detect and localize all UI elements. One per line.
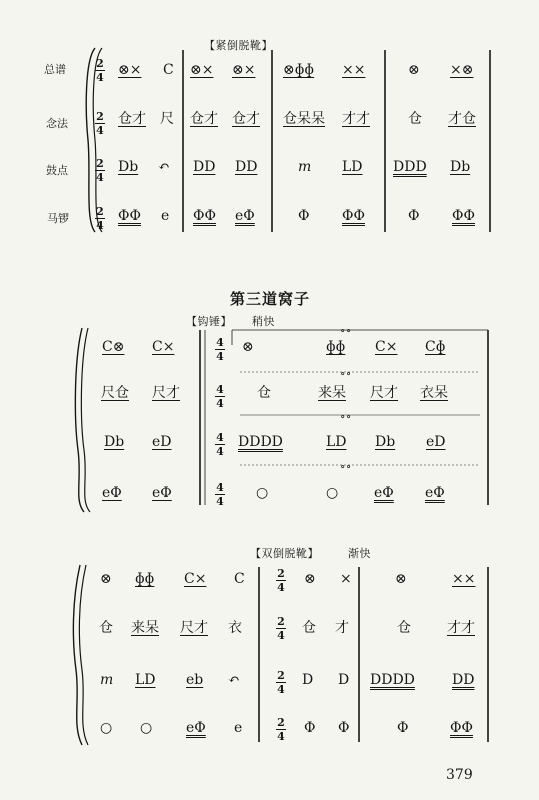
note: LD <box>135 672 156 688</box>
note: Db <box>375 434 396 450</box>
time-signature: 4 4 <box>216 336 224 363</box>
note: ΦΦ <box>193 208 216 224</box>
note: C <box>163 62 174 78</box>
section1-annotation: 【紧倒脱靴】 <box>204 39 273 52</box>
note: Db <box>104 434 125 450</box>
note: Cɸ <box>425 339 446 355</box>
note: eD <box>152 434 172 450</box>
row-label-gong: 马锣 <box>47 212 69 225</box>
note: ΦΦ <box>452 208 475 224</box>
note: 仓 <box>302 620 316 636</box>
note: 衣 <box>228 620 242 636</box>
note: ↶ <box>158 159 170 175</box>
note: LD <box>326 434 347 450</box>
row-label-drum: 鼓点 <box>46 164 68 177</box>
note: D <box>338 672 350 688</box>
note: ×× <box>342 62 366 78</box>
note: C× <box>375 339 398 355</box>
time-signature: 2 4 <box>277 716 285 743</box>
note: 来呆 <box>318 385 346 401</box>
note: ΦΦ <box>118 208 141 224</box>
note: eb <box>186 672 204 688</box>
note: ⊗ <box>242 339 254 355</box>
note: 才 <box>335 620 349 636</box>
note: 仓 <box>397 620 411 636</box>
section3-tempo: 渐快 <box>348 547 371 560</box>
time-signature: 2 4 <box>277 669 285 696</box>
row-label-score: 总谱 <box>44 63 66 76</box>
note: ×⊗ <box>450 62 474 78</box>
row-label-recitation: 念法 <box>46 117 68 130</box>
note: 尺 <box>160 111 174 127</box>
note: 才才 <box>342 111 370 127</box>
note: 才才 <box>447 620 475 636</box>
note: eΦ <box>425 485 445 501</box>
page-number: 379 <box>446 767 473 783</box>
section-title: 第三道窝子 <box>230 290 311 308</box>
note: Φ <box>397 720 409 736</box>
circle-marks: ∘∘ <box>340 324 352 337</box>
circle-marks: ∘∘ <box>340 410 352 423</box>
note: 仓才 <box>190 111 218 127</box>
note: 尺仓 <box>101 385 129 401</box>
note: ○ <box>140 720 153 736</box>
note: ⊗ <box>408 62 420 78</box>
note: 仓呆呆 <box>283 111 325 127</box>
note: ○ <box>256 485 269 501</box>
note: DDD <box>393 159 427 175</box>
note: 仓才 <box>232 111 260 127</box>
time-signature: 4 4 <box>216 481 224 508</box>
note: eΦ <box>152 485 172 501</box>
note: ↶ <box>228 672 240 688</box>
note: LD <box>342 159 363 175</box>
section2-annotation: 【钩锤】 <box>186 315 232 328</box>
note: e <box>234 720 243 736</box>
note: C⊗ <box>102 339 125 355</box>
note: 仓 <box>99 620 113 636</box>
note: ⊗ <box>100 571 112 587</box>
note: DD <box>235 159 258 175</box>
note: C× <box>184 571 207 587</box>
note: ⊗ɸɸ <box>283 62 315 78</box>
note: DDDD <box>238 434 283 450</box>
circle-marks: ∘∘ <box>340 367 352 380</box>
note: 尺才 <box>180 620 208 636</box>
note: Db <box>450 159 471 175</box>
time-signature: 4 4 <box>216 431 224 458</box>
note: 仓 <box>408 111 422 127</box>
note: ⊗× <box>118 62 142 78</box>
note: eD <box>426 434 446 450</box>
note: DD <box>452 672 475 688</box>
note: eΦ <box>235 208 255 224</box>
time-signature: 2 4 <box>277 567 285 594</box>
note: m <box>100 672 114 688</box>
note: 才仓 <box>448 111 476 127</box>
note: ○ <box>100 720 113 736</box>
note: ⊗ <box>304 571 316 587</box>
note: Φ <box>338 720 350 736</box>
note: ⊗ <box>395 571 407 587</box>
note: m <box>298 159 312 175</box>
time-signature: 2 4 <box>277 615 285 642</box>
time-signature: 2 4 <box>96 57 104 84</box>
note: eΦ <box>374 485 394 501</box>
note: 仓 <box>257 385 271 401</box>
section3-annotation: 【双倒脱靴】 <box>250 547 319 560</box>
time-signature: 4 4 <box>216 383 224 410</box>
note: Φ <box>408 208 420 224</box>
note: C <box>234 571 245 587</box>
note: 来呆 <box>131 620 159 636</box>
note: ⊗× <box>190 62 214 78</box>
note: 尺才 <box>370 385 398 401</box>
note: Φ <box>304 720 316 736</box>
note: 衣呆 <box>420 385 448 401</box>
note: 尺才 <box>152 385 180 401</box>
note: Φ <box>298 208 310 224</box>
note: eΦ <box>102 485 122 501</box>
note: × <box>340 571 352 587</box>
time-signature: 2 4 <box>96 205 104 232</box>
note: DD <box>193 159 216 175</box>
time-signature: 2 4 <box>96 157 104 184</box>
note: DDDD <box>370 672 415 688</box>
note: ΦΦ <box>342 208 365 224</box>
note: ×× <box>452 571 476 587</box>
note: ⊗× <box>232 62 256 78</box>
section2-tempo: 稍快 <box>252 315 275 328</box>
note: ɸɸ <box>135 571 155 587</box>
note: C× <box>152 339 175 355</box>
note: eΦ <box>186 720 206 736</box>
note: Db <box>118 159 139 175</box>
time-signature: 2 4 <box>96 110 104 137</box>
note: ΦΦ <box>450 720 473 736</box>
note: D <box>302 672 314 688</box>
note: e <box>161 208 170 224</box>
circle-marks: ∘∘ <box>340 460 352 473</box>
note: ɸɸ <box>326 339 346 355</box>
note: 仓才 <box>118 111 146 127</box>
note: ○ <box>326 485 339 501</box>
